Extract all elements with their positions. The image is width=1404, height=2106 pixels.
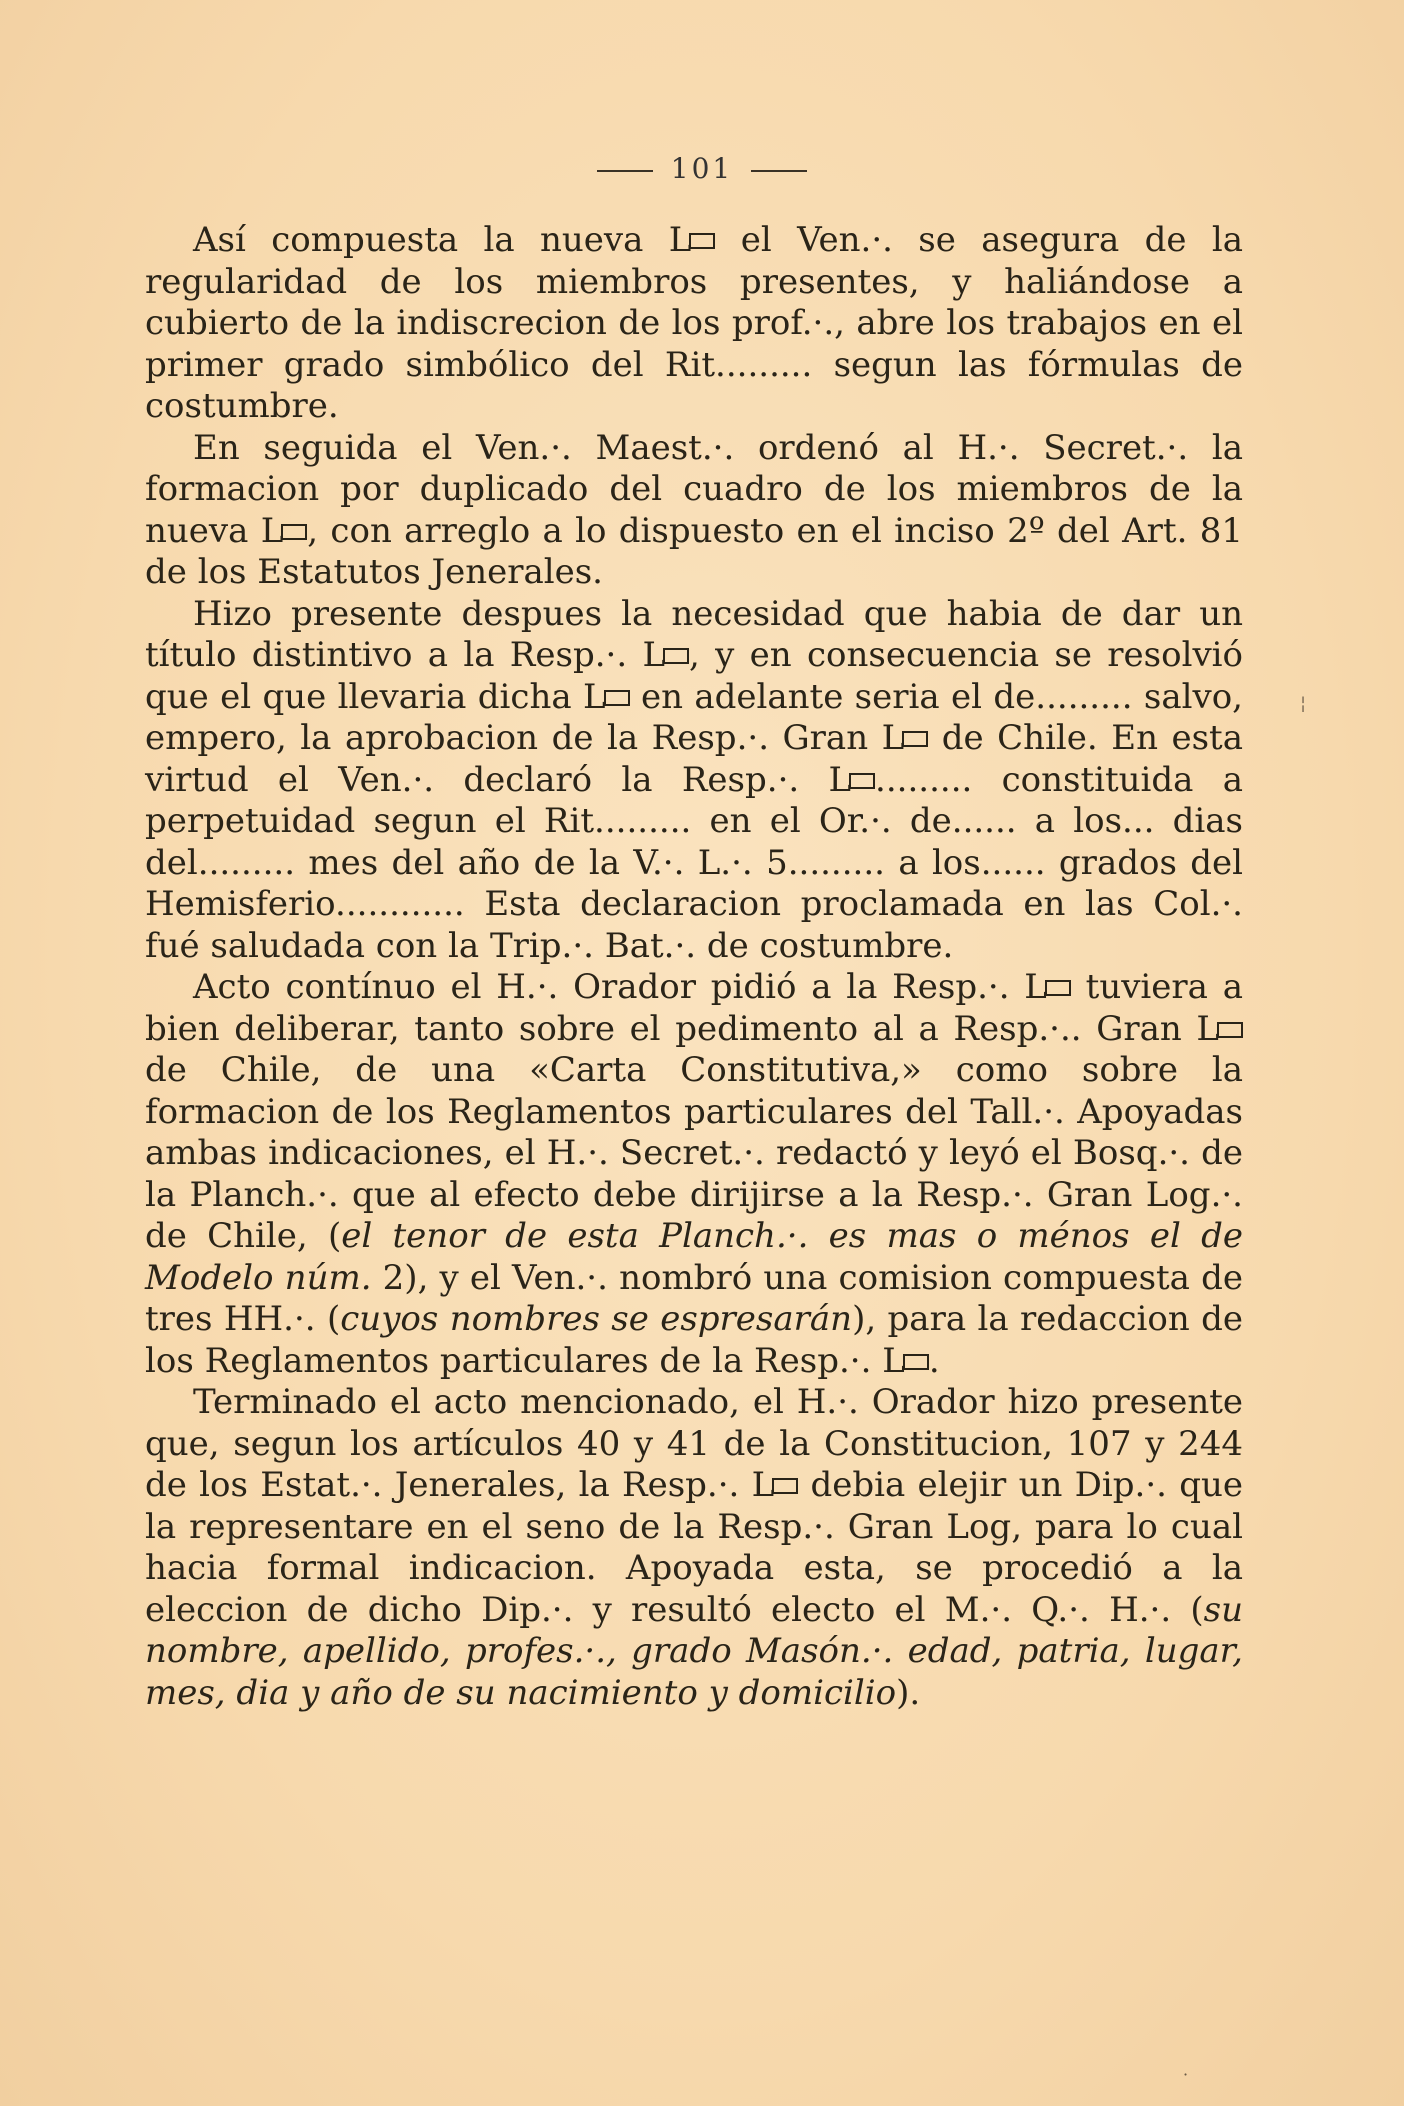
text-segment: Acto contínuo el H.·. Orador pidió a la Resp.·. L [193, 967, 1047, 1007]
paragraph [145, 594, 1243, 968]
lodge-square-icon [902, 731, 928, 747]
text-segment: En seguida el Ven.·. Maest.·. ordenó al H.·. Secret.·. la formacion por duplicado del cuadro de los miembros de la nueva L [145, 427, 1243, 551]
bottom-mark: · [1183, 2065, 1189, 2084]
text-segment: de Chile. En esta virtud el Ven.·. declaró la Resp.·. L [145, 718, 1243, 800]
text-segment: , con arreglo a lo dispuesto en el inciso 2º del Art. 81 de los Estatutos Jenerales. [145, 510, 1243, 592]
paragraph [145, 1382, 1243, 1714]
lodge-square-icon [604, 690, 630, 706]
italic-text: el tenor de esta Planch.·. es mas o ménos el de Modelo núm. [145, 1216, 1243, 1298]
text-segment: ). [896, 1672, 921, 1713]
text-segment: , y en consecuencia se resolvió que el que llevaria dicha L [145, 635, 1243, 717]
italic-text: su nombre, apellido, profes.·., grado Masón.·. edad, patria, lugar, mes, dia y año de su nacimiento y domicilio [145, 1589, 1243, 1713]
page-number [0, 152, 1404, 185]
dash-left [597, 170, 653, 172]
paragraph [145, 967, 1243, 1382]
text-segment: debia elejir un Dip.·. que la representare en el seno de la Resp.·. Gran Log, para lo cual hacia formal indicacion. Apoyada esta, se procedió a la eleccion de dicho Dip.·. y resultó electo el M.·. Q.·. H.·. ( [145, 1465, 1243, 1630]
text-segment: ......... constituida a perpetuidad segun el Rit......... en el Or.·. de...... a los... dias del......... mes del año de la V.·. L.·. 5......... a los...... grados del Hemisferio............ Esta declaracion proclamada en las Col.·. fué saludada con la Trip.·. Bat.·. de costumbre. [145, 759, 1243, 966]
text-segment: 2), y el Ven.·. nombró una comision compuesta de tres HH.·. ( [145, 1257, 1243, 1339]
lodge-square-icon [849, 773, 875, 789]
text-segment: ), para la redaccion de los Reglamentos particulares de la Resp.·. L [145, 1299, 1243, 1381]
lodge-square-icon [281, 524, 307, 540]
dash-right [751, 170, 807, 172]
paragraph [145, 220, 1243, 428]
lodge-square-icon [1217, 1022, 1243, 1038]
text-segment: . [928, 1340, 940, 1381]
text-segment: Terminado el acto mencionado, el H.·. Orador hizo presente que, segun los artículos 40 y 41 de la Constitucion, 107 y 244 de los Estat.·. Jenerales, la Resp.·. L [145, 1382, 1243, 1505]
lodge-square-icon [1045, 980, 1071, 996]
lodge-square-icon [772, 1478, 798, 1494]
text-segment: tuviera a bien deliberar, tanto sobre el pedimento al a Resp.·.. Gran L [145, 967, 1243, 1049]
text-segment: Así compuesta la nueva L [193, 220, 692, 260]
text-segment: Hizo presente despues la necesidad que habia de dar un título distintivo a la Resp.·. L [145, 593, 1243, 675]
lodge-square-icon [903, 1354, 929, 1370]
italic-text: cuyos nombres se espresarán [340, 1299, 853, 1339]
lodge-square-icon [689, 233, 715, 249]
margin-mark: ¦ [1300, 693, 1307, 714]
text-segment: en adelante seria el de......... salvo, empero, la aprobacion de la Resp.·. Gran L [145, 676, 1243, 758]
text-segment: el Ven.·. se asegura de la regularidad de los miembros presentes, y haliándose a cubierto de la indiscrecion de los prof.·., abre los trabajos en el primer grado simbólico del Rit......... segun las fórmulas de costumbre. [145, 220, 1244, 426]
text-segment: de Chile, de una «Carta Constitutiva,» como sobre la formacion de los Reglamentos particulares del Tall.·. Apoyadas ambas indicaciones, el H.·. Secret.·. redactó y leyó el Bosq.·. de la Planch.·. que al efecto debe dirijirse a la Resp.·. Gran Log.·. de Chile, ( [145, 1050, 1243, 1256]
page-number-value: 101 [670, 152, 734, 185]
paragraph [145, 428, 1243, 594]
lodge-square-icon [663, 648, 689, 664]
body-text [145, 220, 1243, 1714]
